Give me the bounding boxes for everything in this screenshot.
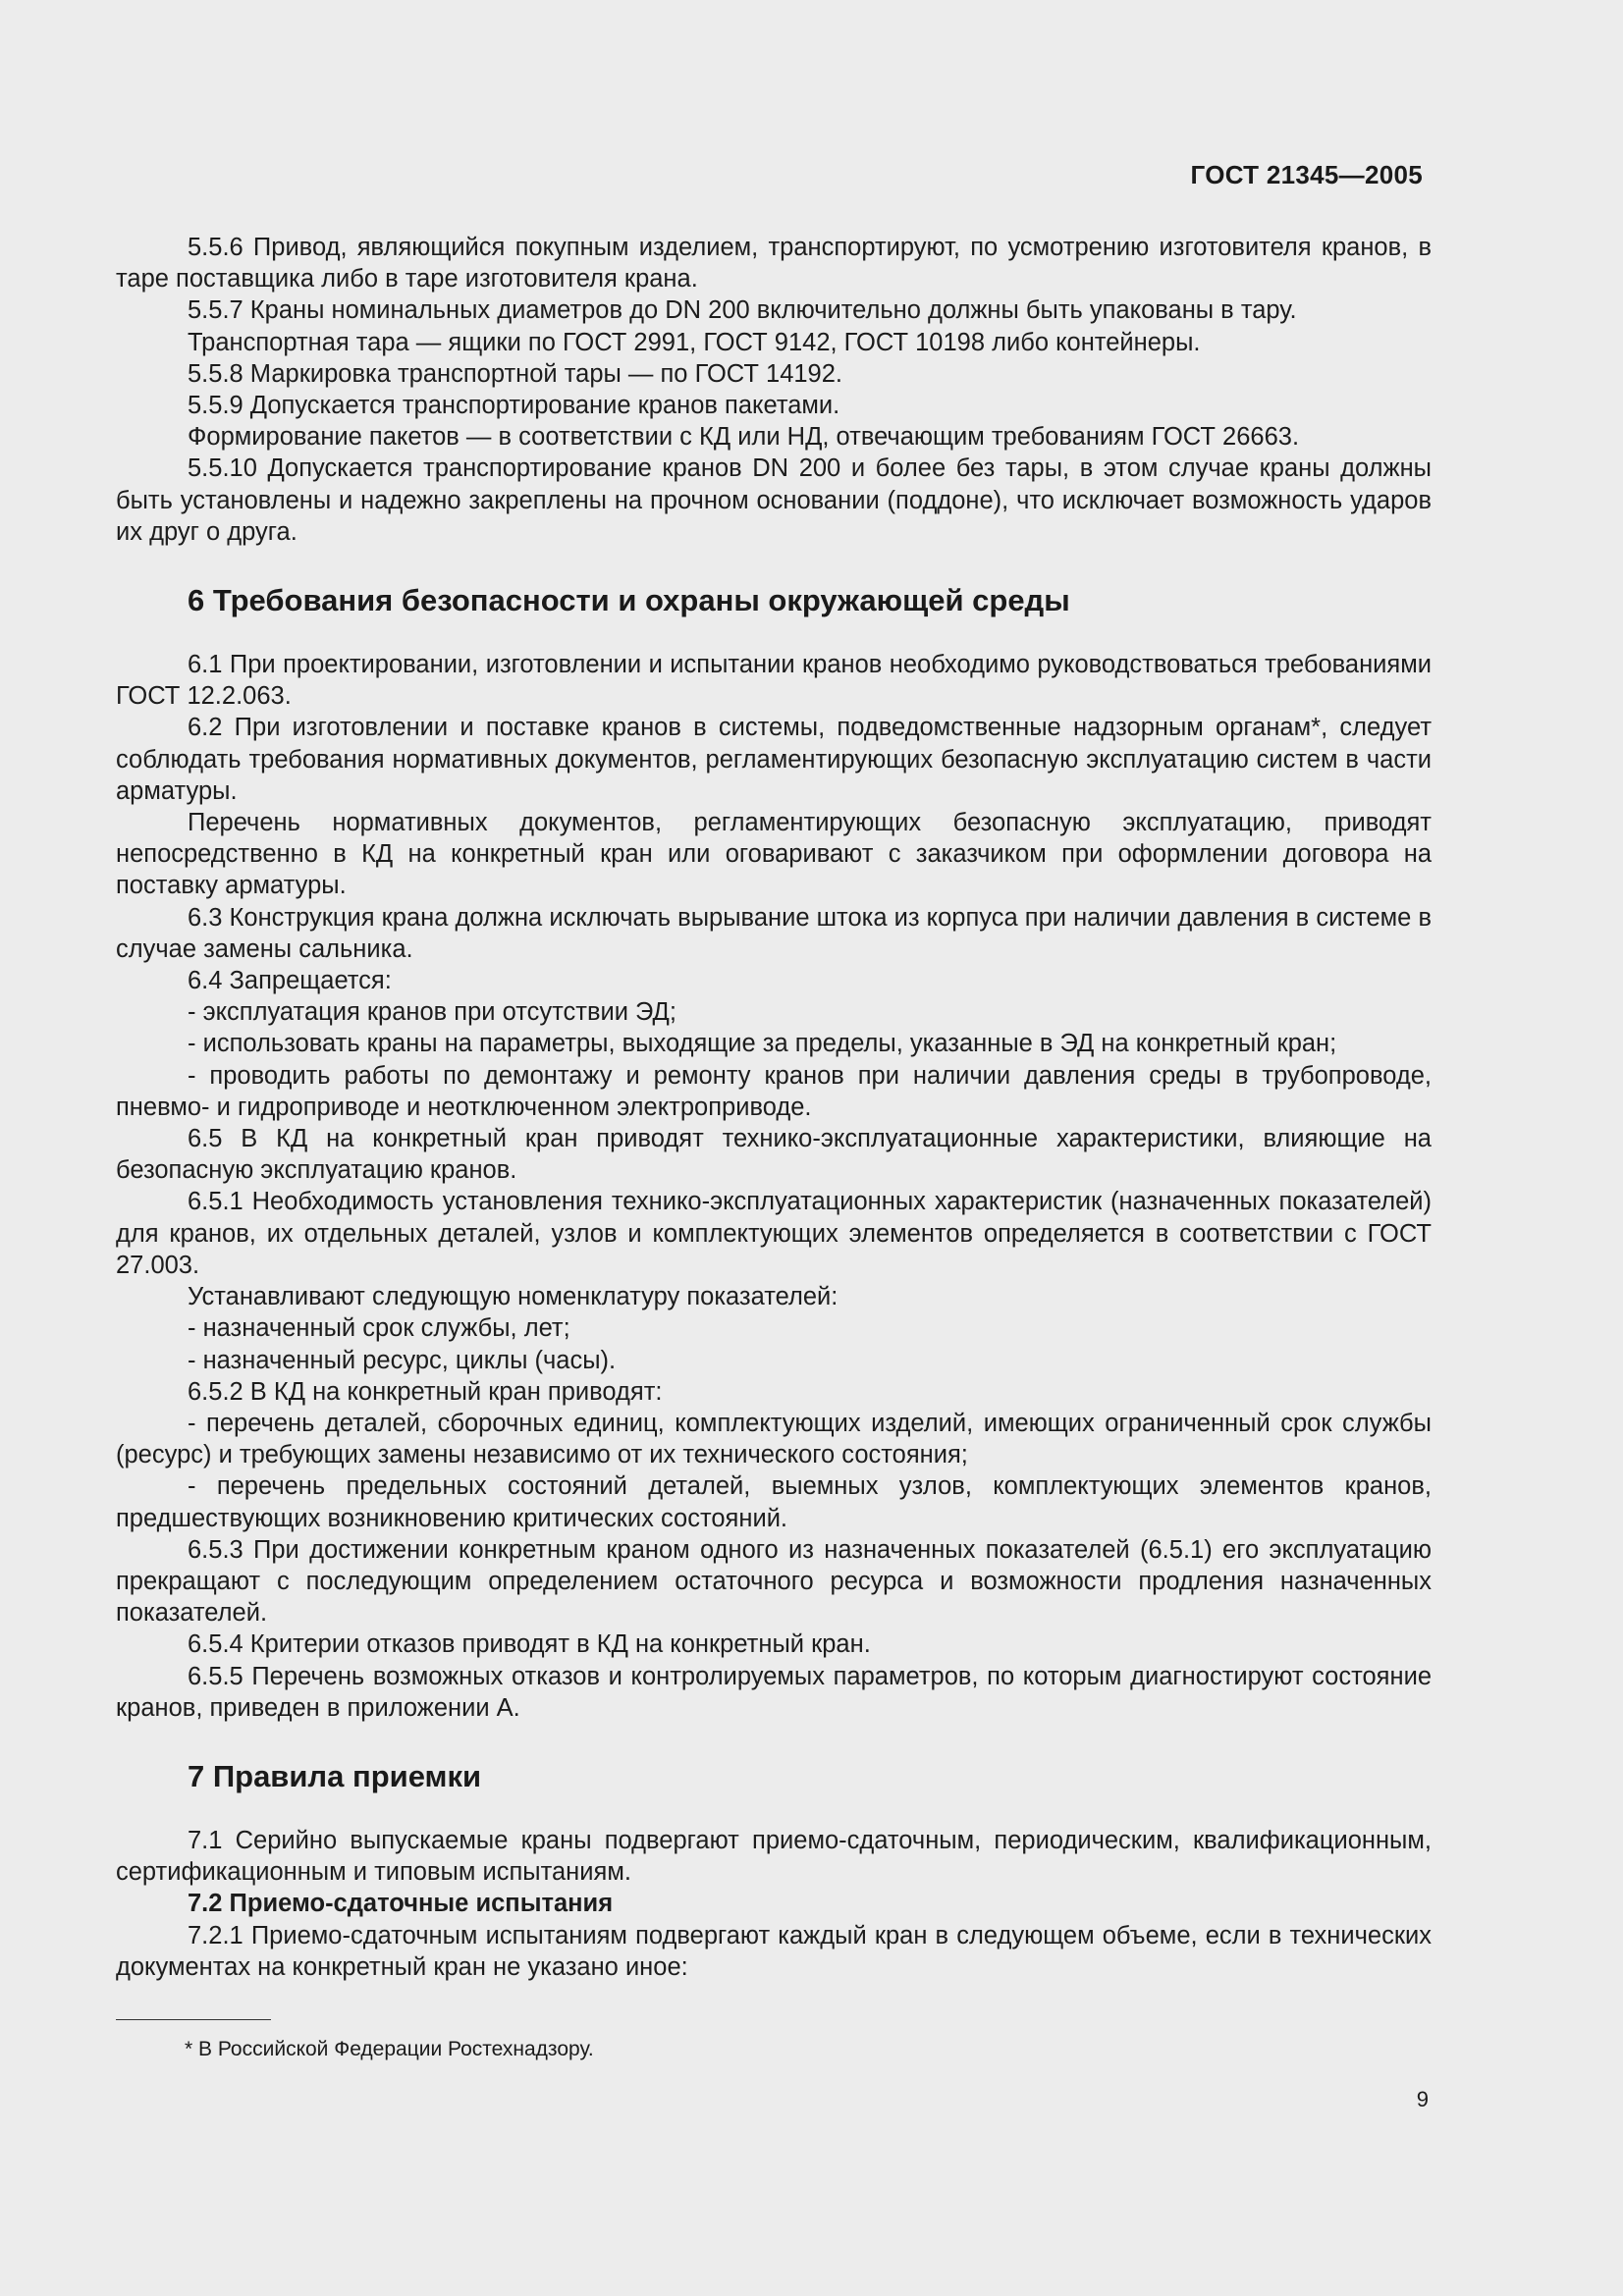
paragraph-6-5-4: 6.5.4 Критерии отказов приводят в КД на конкретный кран.: [188, 1630, 871, 1659]
paragraph-7-2-1: 7.2.1 Приемо-сдаточным испытаниям подвергают каждый кран в следующем объеме, если в технических документах на конкретный кран не указано иное:: [116, 1921, 1432, 1981]
section-6-heading: 6 Требования безопасности и охраны окружающей среды: [188, 583, 1070, 618]
paragraph-6-5-2: 6.5.2 В КД на конкретный кран приводят:: [188, 1377, 663, 1406]
list-item-6-4-c: - проводить работы по демонтажу и ремонту кранов при наличии давления среды в трубопроводе, пневмо- и гидроприводе и неотключенном электроприводе.: [116, 1061, 1432, 1121]
paragraph-6-2-list: Перечень нормативных документов, регламентирующих безопасную эксплуатацию, приводят непосредственно в КД на конкретный кран или оговаривают с заказчиком при оформлении договора на поставку арматуры.: [116, 809, 1432, 900]
paragraph-5-5-9: 5.5.9 Допускается транспортирование кранов пакетами.: [188, 392, 840, 420]
paragraph-5-5-10: 5.5.10 Допускается транспортирование кранов DN 200 и более без тары, в этом случае краны должны быть установлены и надежно закреплены на прочном основании (поддоне), что исключает возможность ударов их друг о друга.: [116, 454, 1432, 546]
paragraph-6-3: 6.3 Конструкция крана должна исключать вырывание штока из корпуса при наличии давления в системе в случае замены сальника.: [116, 903, 1432, 963]
footnote: * В Российской Федерации Ростехнадзору.: [185, 2038, 594, 2060]
section-7-heading: 7 Правила приемки: [188, 1758, 482, 1793]
paragraph-6-1: 6.1 При проектировании, изготовлении и испытании кранов необходимо руководствоваться требованиями ГОСТ 12.2.063.: [116, 651, 1432, 711]
paragraph-6-5-5: 6.5.5 Перечень возможных отказов и контролируемых параметров, по которым диагностируют состояние кранов, приведен в приложении А.: [116, 1662, 1432, 1722]
subsection-7-2-heading: 7.2 Приемо-сдаточные испытания: [188, 1890, 614, 1918]
list-item-6-5-2-b: - перечень предельных состояний деталей, выемных узлов, комплектующих элементов кранов, предшествующих возникновению критических состояний.: [116, 1472, 1432, 1532]
paragraph-7-1: 7.1 Серийно выпускаемые краны подвергают приемо-сдаточным, периодическим, квалификационным, сертификационным и типовым испытаниям.: [116, 1826, 1432, 1887]
paragraph-6-2: 6.2 При изготовлении и поставке кранов в системы, подведомственные надзорным органам*, следует соблюдать требования нормативных документов, регламентирующих безопасную эксплуатацию систем в части арматуры.: [116, 714, 1432, 805]
list-item-6-5-2-a: - перечень деталей, сборочных единиц, комплектующих изделий, имеющих ограниченный срок службы (ресурс) и требующих замены независимо от их технического состояния;: [116, 1409, 1432, 1469]
paragraph-5-5-9-packets: Формирование пакетов — в соответствии с КД или НД, отвечающим требованиям ГОСТ 26663.: [188, 423, 1300, 452]
list-item-6-4-b: - использовать краны на параметры, выходящие за пределы, указанные в ЭД на конкретный кран;: [188, 1030, 1337, 1058]
paragraph-5-5-7: 5.5.7 Краны номинальных диаметров до DN 200 включительно должны быть упакованы в тару.: [188, 296, 1297, 325]
paragraph-5-5-7-transport: Транспортная тара — ящики по ГОСТ 2991, ГОСТ 9142, ГОСТ 10198 либо контейнеры.: [188, 328, 1201, 356]
page-body: [116, 232, 1432, 1983]
paragraph-6-5-3: 6.5.3 При достижении конкретным краном одного из назначенных показателей (6.5.1) его эксплуатацию прекращают с последующим определением остаточного ресурса и возможности продления назначенных показателей.: [116, 1535, 1432, 1628]
paragraph-6-5-1-nomenclature: Устанавливают следующую номенклатуру показателей:: [188, 1283, 839, 1311]
list-item-6-5-1-a: - назначенный срок службы, лет;: [188, 1314, 570, 1343]
footnote-separator: [116, 2019, 271, 2020]
document-code: ГОСТ 21345—2005: [1190, 160, 1423, 189]
paragraph-5-5-8: 5.5.8 Маркировка транспортной тары — по ГОСТ 14192.: [188, 359, 843, 388]
list-item-6-4-a: - эксплуатация кранов при отсутствии ЭД;: [188, 998, 676, 1027]
paragraph-6-5: 6.5 В КД на конкретный кран приводят технико-эксплуатационные характеристики, влияющие на безопасную эксплуатацию кранов.: [116, 1125, 1432, 1185]
list-item-6-5-1-b: - назначенный ресурс, циклы (часы).: [188, 1346, 617, 1374]
paragraph-6-5-1: 6.5.1 Необходимость установления технико-эксплуатационных характеристик (назначенных показателей) для кранов, их отдельных деталей, узлов и комплектующих элементов определяется в соответствии с ГОСТ 27.003.: [116, 1188, 1432, 1279]
paragraph-6-4: 6.4 Запрещается:: [188, 967, 392, 995]
paragraph-5-5-6: 5.5.6 Привод, являющийся покупным изделием, транспортируют, по усмотрению изготовителя кранов, в таре поставщика либо в таре изготовителя крана.: [116, 234, 1432, 294]
page-number: 9: [1416, 2087, 1429, 2111]
